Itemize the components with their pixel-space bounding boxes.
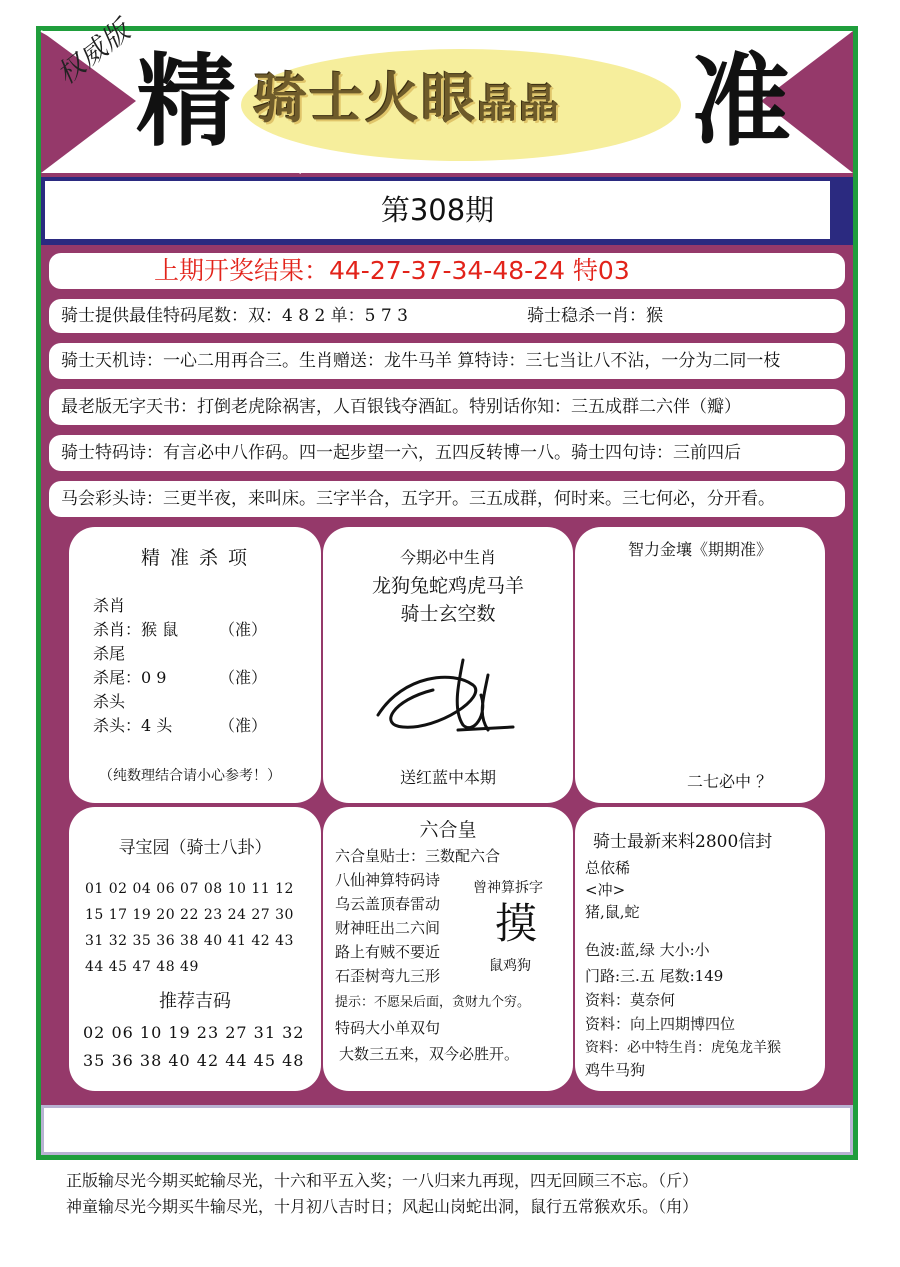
- must-zodiac: 龙狗兔蛇鸡虎马羊: [371, 575, 524, 597]
- latest-line-8: 资料：必中特生肖：虎兔龙羊猴: [585, 1040, 781, 1056]
- footer-line-1: 正版输尽光今期买蛇输尽光，十六和平五入奖；一八归来九再现，四无回顾三不忘。（斤）: [66, 1171, 699, 1190]
- latest-line-7: 资料：向上四期博四位: [585, 1015, 736, 1033]
- liuhehuang-box: [323, 807, 573, 1091]
- header-banner: [41, 14, 853, 173]
- treasure-row-2: 15 17 19 20 22 23 24 27 30: [85, 907, 294, 923]
- lhh-line-1: 六合皇贴士：三数配六合: [335, 847, 501, 865]
- tail-numbers: 骑士提供最佳特码尾数：双：4 8 2 单：5 7 3: [61, 306, 408, 326]
- bottom-strip: [41, 1105, 853, 1155]
- lhh-line-2: 八仙神算特码诗: [335, 871, 441, 889]
- kill-head: 杀头：4 头: [93, 716, 173, 735]
- lhh-line-8: 特码大小单双句: [335, 1019, 441, 1037]
- kill-zodiac: 杀肖：猴 鼠: [93, 620, 179, 639]
- book-row: 最老版无字天书：打倒老虎除祸害，人百银钱夺酒缸。特别话你知：三五成群二六伴（瓣）: [49, 389, 845, 425]
- treasure-box: [69, 807, 321, 1091]
- kill-zodiac-label: 杀肖: [93, 596, 126, 615]
- poster-frame: [36, 14, 858, 1160]
- recommend-row-2: 35 36 38 40 42 44 45 48: [83, 1051, 305, 1070]
- kill-note: （纯数理结合请小心参考！）: [99, 768, 281, 784]
- kill-title: 精 准 杀 项: [140, 547, 250, 569]
- latest-line-5: 门路:三.五 尾数:149: [585, 967, 724, 985]
- must-title: 今期必中生肖: [399, 548, 496, 567]
- kill-zodiac-mark: （准）: [219, 620, 268, 639]
- gold-bottom: 二七必中 ？: [687, 772, 773, 791]
- gold-box: [575, 527, 825, 803]
- brand-main: 骑士火眼: [253, 66, 477, 130]
- latest-line-2: <冲>: [585, 881, 626, 899]
- lhh-line-6: 石歪树弯九三形: [335, 967, 441, 985]
- must-bottom: 送红蓝中本期: [399, 768, 496, 787]
- kill-one-zodiac: 骑士稳杀一肖：猴: [527, 306, 663, 326]
- lhh-line-7: 提示：不愿呆后面，贪财九个穷。: [335, 995, 531, 1010]
- tail-row: [49, 299, 845, 333]
- lhh-line-9: 大数三五来，双今必胜开。: [339, 1045, 520, 1063]
- poem-row: 骑士天机诗：一心二用再合三。生肖赠送：龙牛马羊 算特诗：三七当让八不沾，一分为二同一枝: [49, 343, 845, 379]
- must-clipped-line: 骑士玄空数: [400, 603, 496, 625]
- recommend-title: 推荐吉码: [159, 991, 231, 1012]
- treasure-row-3: 31 32 35 36 38 40 41 42 43: [85, 933, 294, 949]
- latest-line-6: 资料：莫奈何: [585, 991, 676, 1009]
- must-hit-box: [323, 527, 573, 803]
- gold-title: 智力金壤《期期准》: [627, 540, 772, 559]
- lhh-line-3: 乌云盖顶春雷动: [335, 895, 441, 913]
- brand-title: [253, 66, 561, 130]
- big-char-left: 精: [136, 42, 236, 160]
- treasure-title: 寻宝园（骑士八卦）: [118, 838, 272, 858]
- special-poem-row: 骑士特码诗：有言必中八作码。四一起步望一六，五四反转博一八。骑士四句诗：三前四后: [49, 435, 845, 471]
- latest-box: [575, 807, 825, 1091]
- latest-line-9: 鸡牛马狗: [585, 1061, 646, 1079]
- lhh-line-4: 财神旺出二六间: [335, 919, 441, 937]
- kill-tail-label: 杀尾: [93, 644, 126, 663]
- lhh-line-5: 路上有贼不要近: [335, 943, 441, 961]
- latest-line-1: 总依稀: [585, 859, 631, 877]
- signature-icon: [363, 655, 533, 745]
- kill-tail-mark: （准）: [219, 668, 268, 687]
- lhh-side-char: 摸: [495, 899, 538, 948]
- latest-line-4: 色波:蓝,绿 大小:小: [585, 941, 710, 959]
- last-result: 上期开奖结果：44-27-37-34-48-24 特03: [49, 253, 845, 289]
- treasure-row-4: 44 45 47 48 49: [85, 959, 199, 975]
- jockey-poem-row: 马会彩头诗：三更半夜，来叫床。三字半合，五字开。三五成群，何时来。三七何必，分开看。: [49, 481, 845, 517]
- treasure-row-1: 01 02 04 06 07 08 10 11 12: [85, 881, 294, 897]
- recommend-row-1: 02 06 10 19 23 27 31 32: [83, 1023, 305, 1042]
- footer-line-2: 神童输尽光今期买牛输尽光，十月初八吉时日；风起山岗蛇出洞，鼠行五常猴欢乐。（甪）: [66, 1197, 699, 1216]
- kill-head-mark: （准）: [219, 716, 268, 735]
- kill-box: [69, 527, 321, 803]
- latest-title: 骑士最新来料2800信封: [593, 832, 773, 852]
- lhh-title: 六合皇: [419, 819, 477, 841]
- lhh-side-zodiac: 鼠鸡狗: [489, 958, 531, 974]
- issue-bar: [41, 177, 853, 245]
- brand-small: 晶晶: [477, 80, 561, 127]
- big-char-right: 准: [691, 42, 791, 160]
- issue-number: 第308期: [45, 181, 830, 239]
- edition-label: 权威版: [51, 14, 137, 91]
- latest-line-3: 猪,鼠,蛇: [585, 903, 640, 921]
- kill-tail: 杀尾：0 9: [93, 668, 167, 687]
- kill-head-label: 杀头: [93, 692, 126, 711]
- lhh-side-title: 曾神算拆字: [473, 880, 543, 896]
